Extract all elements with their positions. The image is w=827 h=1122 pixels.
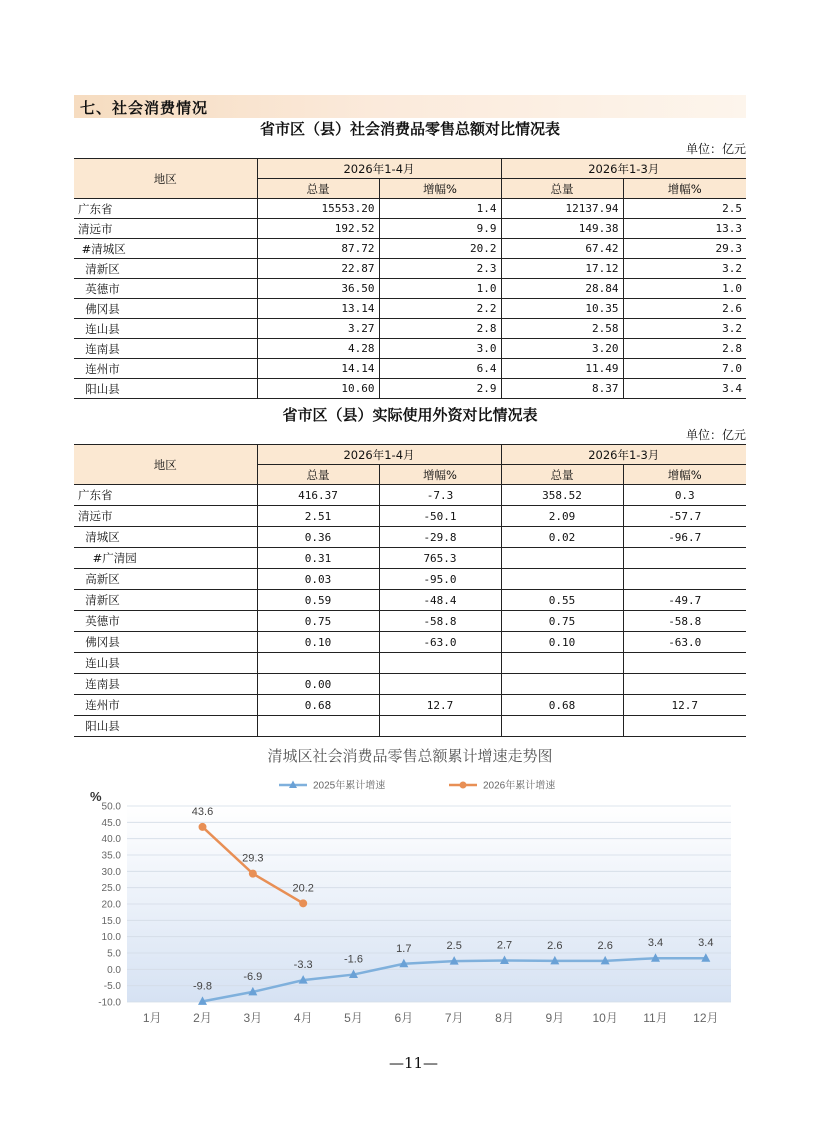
- total-cell: 11.49: [501, 359, 623, 379]
- region-cell: 清远市: [74, 506, 257, 527]
- table-row: [74, 219, 746, 239]
- foreign-investment-table: [74, 444, 746, 737]
- table1-unit: 单位：亿元: [685, 142, 746, 156]
- data-point: [199, 823, 207, 831]
- growth-cell: 2.5: [623, 199, 746, 219]
- header-period-2: 2026年1-3月: [501, 445, 746, 465]
- table-row: [74, 653, 746, 674]
- total-cell: 67.42: [501, 239, 623, 259]
- growth-cell: [623, 569, 746, 590]
- total-cell: 17.12: [501, 259, 623, 279]
- data-label: -6.9: [243, 970, 263, 983]
- growth-cell: 29.3: [623, 239, 746, 259]
- growth-cell: -58.8: [379, 611, 501, 632]
- total-cell: 0.36: [257, 527, 379, 548]
- region-cell: 阳山县: [74, 716, 257, 737]
- region-cell: 连州市: [74, 695, 257, 716]
- region-cell: 清新区: [74, 259, 257, 279]
- data-label: 29.3: [242, 852, 264, 865]
- growth-cell: -48.4: [379, 590, 501, 611]
- x-tick-label: 1月: [142, 1011, 162, 1025]
- total-cell: 22.87: [257, 259, 379, 279]
- data-label: 3.4: [647, 937, 664, 950]
- region-cell: 佛冈县: [74, 299, 257, 319]
- total-cell: 8.37: [501, 379, 623, 399]
- header-growth: 增幅%: [379, 465, 501, 485]
- region-cell: 清新区: [74, 590, 257, 611]
- y-tick-label: -5.0: [103, 981, 121, 993]
- total-cell: 36.50: [257, 279, 379, 299]
- growth-cell: 2.8: [379, 319, 501, 339]
- table-row: [74, 611, 746, 632]
- data-label: 3.4: [698, 937, 714, 950]
- growth-cell: 7.0: [623, 359, 746, 379]
- total-cell: 0.10: [257, 632, 379, 653]
- growth-cell: 2.8: [623, 339, 746, 359]
- total-cell: [501, 674, 623, 695]
- x-tick-label: 4月: [293, 1011, 313, 1025]
- page-number: —11—: [388, 1054, 439, 1072]
- header-region: 地区: [74, 159, 257, 199]
- header-period-1: 2026年1-4月: [257, 159, 501, 179]
- table-row: [74, 674, 746, 695]
- growth-cell: [623, 548, 746, 569]
- growth-cell: [379, 674, 501, 695]
- growth-cell: 13.3: [623, 219, 746, 239]
- y-tick-label: 45.0: [101, 817, 121, 829]
- growth-cell: 2.3: [379, 259, 501, 279]
- growth-cell: -63.0: [379, 632, 501, 653]
- table-row: [74, 632, 746, 653]
- data-label: 43.6: [191, 805, 214, 818]
- total-cell: 10.35: [501, 299, 623, 319]
- header-total: 总量: [257, 465, 379, 485]
- legend: [279, 779, 555, 792]
- total-cell: 0.00: [257, 674, 379, 695]
- growth-cell: 0.3: [623, 485, 746, 506]
- table2-unit: 单位：亿元: [685, 428, 746, 442]
- header-growth: 增幅%: [379, 179, 501, 199]
- growth-cell: 1.4: [379, 199, 501, 219]
- table-row: [74, 339, 746, 359]
- total-cell: 4.28: [257, 339, 379, 359]
- growth-cell: -57.7: [623, 506, 746, 527]
- header-total: 总量: [501, 465, 623, 485]
- y-tick-label: 50.0: [101, 801, 121, 813]
- x-tick-label: 12月: [693, 1011, 719, 1025]
- header-growth: 增幅%: [623, 465, 746, 485]
- total-cell: 14.14: [257, 359, 379, 379]
- header-total: 总量: [501, 179, 623, 199]
- table-row: [74, 199, 746, 219]
- data-label: -9.8: [193, 980, 212, 993]
- region-cell: 英德市: [74, 611, 257, 632]
- growth-cell: -95.0: [379, 569, 501, 590]
- y-tick-label: 40.0: [101, 834, 121, 846]
- total-cell: 0.55: [501, 590, 623, 611]
- total-cell: 0.59: [257, 590, 379, 611]
- region-cell: 连山县: [74, 319, 257, 339]
- total-cell: 0.10: [501, 632, 623, 653]
- x-tick-label: 5月: [344, 1011, 363, 1025]
- growth-trend-chart: [74, 770, 746, 1035]
- header-period-1: 2026年1-4月: [257, 445, 501, 465]
- x-tick-label: 2月: [193, 1011, 212, 1025]
- total-cell: 0.68: [257, 695, 379, 716]
- total-cell: 192.52: [257, 219, 379, 239]
- total-cell: 0.75: [257, 611, 379, 632]
- x-tick-label: 3月: [243, 1011, 263, 1025]
- y-tick-label: 20.0: [101, 899, 121, 911]
- growth-cell: -49.7: [623, 590, 746, 611]
- data-label: 1.7: [396, 942, 412, 955]
- growth-cell: [623, 653, 746, 674]
- total-cell: 13.14: [257, 299, 379, 319]
- growth-cell: 3.4: [623, 379, 746, 399]
- region-cell: 连山县: [74, 653, 257, 674]
- region-cell: #广清园: [74, 548, 257, 569]
- y-tick-label: -10.0: [98, 997, 121, 1009]
- total-cell: 2.58: [501, 319, 623, 339]
- x-tick-label: 7月: [444, 1011, 464, 1025]
- y-tick-label: 10.0: [101, 932, 121, 944]
- chart-title: 清城区社会消费品零售总额累计增速走势图: [267, 747, 553, 765]
- total-cell: 0.68: [501, 695, 623, 716]
- x-tick-label: 11月: [643, 1011, 668, 1025]
- retail-sales-table: [74, 158, 746, 399]
- region-cell: 佛冈县: [74, 632, 257, 653]
- growth-cell: [623, 716, 746, 737]
- region-cell: 连南县: [74, 674, 257, 695]
- total-cell: 87.72: [257, 239, 379, 259]
- total-cell: 0.75: [501, 611, 623, 632]
- table-row: [74, 279, 746, 299]
- total-cell: 15553.20: [257, 199, 379, 219]
- data-label: 2.5: [446, 940, 462, 953]
- data-point: [299, 899, 307, 907]
- growth-cell: [623, 674, 746, 695]
- x-axis-ticks: [143, 1011, 719, 1025]
- data-point: [249, 870, 257, 878]
- total-cell: [501, 569, 623, 590]
- total-cell: 10.60: [257, 379, 379, 399]
- data-label: 20.2: [292, 882, 314, 895]
- table1-title: 省市区（县）社会消费品零售总额对比情况表: [259, 120, 560, 138]
- total-cell: 416.37: [257, 485, 379, 506]
- growth-cell: -63.0: [623, 632, 746, 653]
- table-row: [74, 379, 746, 399]
- section-title: 七、社会消费情况: [80, 99, 209, 117]
- growth-cell: -58.8: [623, 611, 746, 632]
- table-row: [74, 506, 746, 527]
- growth-cell: 12.7: [379, 695, 501, 716]
- table-row: [74, 259, 746, 279]
- total-cell: [501, 548, 623, 569]
- table-row: [74, 548, 746, 569]
- data-label: -1.6: [344, 953, 363, 966]
- growth-cell: [379, 716, 501, 737]
- y-tick-label: 25.0: [101, 883, 121, 895]
- table-row: [74, 527, 746, 548]
- header-region: 地区: [74, 445, 257, 485]
- legend-label: 2025年累计增速: [313, 780, 386, 792]
- growth-cell: 2.6: [623, 299, 746, 319]
- legend-label: 2026年累计增速: [483, 780, 556, 792]
- total-cell: 28.84: [501, 279, 623, 299]
- y-tick-label: 5.0: [107, 948, 121, 960]
- y-tick-label: 15.0: [101, 915, 121, 927]
- growth-cell: 1.0: [379, 279, 501, 299]
- table-row: [74, 299, 746, 319]
- total-cell: 0.03: [257, 569, 379, 590]
- legend-marker: [460, 782, 467, 789]
- table-row: [74, 485, 746, 506]
- region-cell: 连南县: [74, 339, 257, 359]
- growth-cell: 765.3: [379, 548, 501, 569]
- growth-cell: 3.2: [623, 259, 746, 279]
- growth-cell: 3.2: [623, 319, 746, 339]
- data-label: 2.6: [597, 939, 613, 952]
- table-row: [74, 569, 746, 590]
- y-tick-label: 30.0: [101, 866, 121, 878]
- region-cell: 英德市: [74, 279, 257, 299]
- header-total: 总量: [257, 179, 379, 199]
- table-row: [74, 590, 746, 611]
- total-cell: [257, 653, 379, 674]
- region-cell: 阳山县: [74, 379, 257, 399]
- total-cell: 358.52: [501, 485, 623, 506]
- growth-cell: 2.2: [379, 299, 501, 319]
- table-row: [74, 359, 746, 379]
- total-cell: [501, 716, 623, 737]
- y-axis-ticks: [98, 802, 121, 1009]
- total-cell: 2.09: [501, 506, 623, 527]
- growth-cell: 3.0: [379, 339, 501, 359]
- total-cell: 0.31: [257, 548, 379, 569]
- total-cell: 149.38: [501, 219, 623, 239]
- y-axis-label: %: [90, 789, 102, 804]
- table-row: [74, 716, 746, 737]
- y-tick-label: 0.0: [107, 964, 121, 976]
- growth-cell: 2.9: [379, 379, 501, 399]
- header-growth: 增幅%: [623, 179, 746, 199]
- table-row: [74, 695, 746, 716]
- table-row: [74, 319, 746, 339]
- region-cell: 连州市: [74, 359, 257, 379]
- header-period-2: 2026年1-3月: [501, 159, 746, 179]
- x-tick-label: 6月: [394, 1011, 414, 1025]
- total-cell: [257, 716, 379, 737]
- total-cell: 12137.94: [501, 199, 623, 219]
- growth-cell: -29.8: [379, 527, 501, 548]
- total-cell: 3.27: [257, 319, 379, 339]
- growth-cell: 9.9: [379, 219, 501, 239]
- growth-cell: -96.7: [623, 527, 746, 548]
- table2-title: 省市区（县）实际使用外资对比情况表: [282, 406, 538, 424]
- data-label: -3.3: [293, 959, 313, 972]
- total-cell: 3.20: [501, 339, 623, 359]
- region-cell: #清城区: [74, 239, 257, 259]
- x-tick-label: 8月: [495, 1011, 514, 1025]
- growth-cell: 6.4: [379, 359, 501, 379]
- region-cell: 高新区: [74, 569, 257, 590]
- growth-cell: -50.1: [379, 506, 501, 527]
- total-cell: 0.02: [501, 527, 623, 548]
- x-tick-label: 9月: [545, 1011, 565, 1025]
- region-cell: 清远市: [74, 219, 257, 239]
- region-cell: 清城区: [74, 527, 257, 548]
- growth-cell: -7.3: [379, 485, 501, 506]
- growth-cell: 1.0: [623, 279, 746, 299]
- total-cell: 2.51: [257, 506, 379, 527]
- data-label: 2.7: [496, 939, 513, 952]
- growth-cell: [379, 653, 501, 674]
- y-tick-label: 35.0: [101, 850, 121, 862]
- total-cell: [501, 653, 623, 674]
- region-cell: 广东省: [74, 485, 257, 506]
- region-cell: 广东省: [74, 199, 257, 219]
- data-label: 2.6: [547, 939, 563, 952]
- table-row: [74, 239, 746, 259]
- growth-cell: 20.2: [379, 239, 501, 259]
- growth-cell: 12.7: [623, 695, 746, 716]
- x-tick-label: 10月: [592, 1011, 618, 1025]
